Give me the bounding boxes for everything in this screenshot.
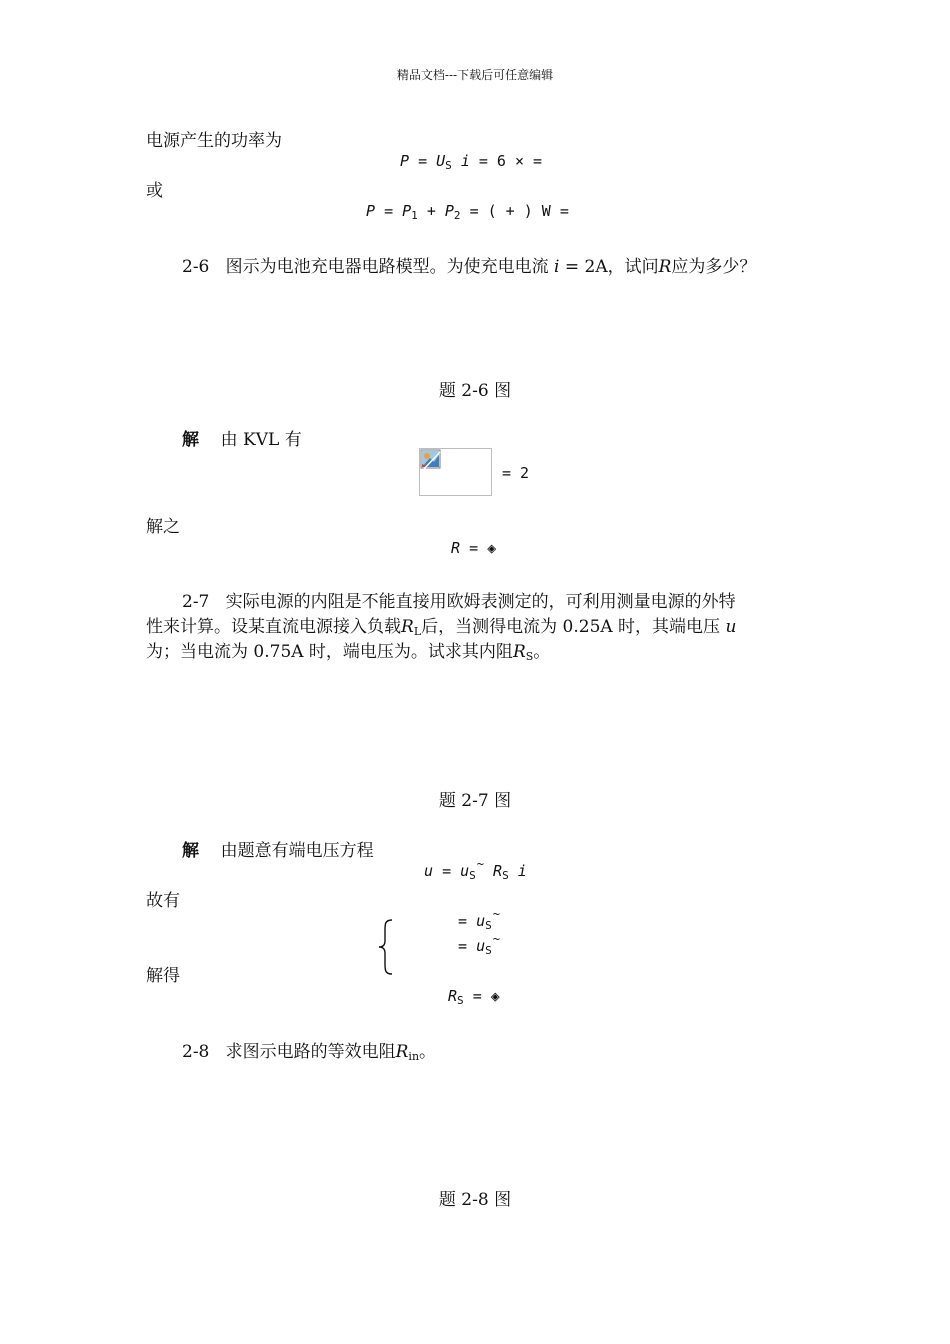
problem-text: 求图示电路的等效电阻 <box>225 1042 396 1062</box>
result-label: 解得 <box>146 966 180 986</box>
problem-text: 后，当测得电流为 0.25A 时，其端电压 <box>421 617 721 637</box>
eq-symbol: U <box>436 152 446 170</box>
figure-caption-2-7: 题 2-7 图 <box>438 791 512 811</box>
eq-symbol: + <box>426 202 436 220</box>
eq-tilde: ~ <box>476 857 485 871</box>
power-equation-1 <box>400 152 542 172</box>
problem-symbol: R <box>395 1042 409 1062</box>
eq-subscript: 2 <box>453 209 461 222</box>
problem-symbol: R <box>658 257 672 277</box>
problem-text: 性来计算。设某直流电源接入负载 <box>146 617 401 637</box>
figure-caption-2-6: 题 2-6 图 <box>438 381 512 401</box>
eq-symbol: = ( + ) W = <box>469 202 569 220</box>
eq-symbol: = ◈ <box>469 539 497 557</box>
eq-symbol: P <box>400 152 410 170</box>
problem-text: 。 <box>419 1042 437 1062</box>
system-equation-1 <box>458 907 500 932</box>
problem-subscript: in <box>408 1050 420 1063</box>
eq-symbol: = ◈ <box>472 987 500 1005</box>
problem-2-8 <box>182 1037 436 1063</box>
problem-2-6 <box>182 252 756 277</box>
problem-number: 2-8 <box>182 1042 210 1062</box>
eq-symbol: = <box>418 152 428 170</box>
problem-text: = 2A，试问 <box>564 257 659 277</box>
eq-subscript: S <box>485 919 492 932</box>
eq-symbol: u <box>460 862 470 880</box>
eq-symbol: u <box>476 912 486 930</box>
eq-symbol: u <box>424 862 434 880</box>
eq-symbol: = <box>384 202 394 220</box>
problem-symbol: R <box>401 617 414 637</box>
eq-symbol: i <box>460 152 470 170</box>
problem-text: 。 <box>533 642 551 662</box>
eq-symbol: R <box>451 539 461 557</box>
equation-system-brace <box>376 918 396 981</box>
power-label: 电源产生的功率为 <box>146 131 282 151</box>
or-label: 或 <box>146 181 163 201</box>
eq-subscript: S <box>469 869 476 882</box>
so-label: 故有 <box>146 891 180 911</box>
problem-subscript: S <box>525 650 534 663</box>
result-2-6 <box>451 539 496 557</box>
problem-text: 应为多少？ <box>671 257 757 277</box>
solution-2-7-intro <box>182 836 374 861</box>
eq-subscript: S <box>445 159 452 172</box>
eq-symbol: = <box>458 937 468 955</box>
solution-2-6-intro <box>182 425 302 450</box>
eq-symbol: = <box>458 912 468 930</box>
kvl-equation-rhs: = 2 <box>502 464 530 482</box>
solve-label: 解之 <box>146 517 180 537</box>
system-equation-2 <box>458 932 500 957</box>
problem-symbol: i <box>554 257 560 277</box>
eq-symbol: P <box>402 202 412 220</box>
eq-subscript: S <box>485 944 492 957</box>
eq-symbol: R <box>493 862 503 880</box>
eq-symbol: u <box>476 937 486 955</box>
problem-subscript: L <box>413 625 422 638</box>
problem-number: 2-6 <box>182 257 210 277</box>
solution-label: 解 <box>182 841 199 861</box>
terminal-voltage-equation <box>424 857 527 882</box>
problem-text: 为；当电流为 0.75A 时，端电压为。试求其内阻 <box>146 642 513 662</box>
problem-text: 实际电源的内阻是不能直接用欧姆表测定的，可利用测量电源的外特 <box>225 592 736 612</box>
problem-2-7-line-3 <box>146 637 550 663</box>
figure-caption-2-8: 题 2-8 图 <box>438 1190 512 1210</box>
eq-subscript: 1 <box>411 209 418 222</box>
eq-symbol: i <box>517 862 527 880</box>
eq-symbol: P <box>366 202 376 220</box>
eq-symbol: P <box>444 202 454 220</box>
eq-tilde: ~ <box>492 932 500 946</box>
page-header: 精品文档---下载后可任意编辑 <box>396 68 554 82</box>
problem-text: 图示为电池充电器电路模型。为使充电电流 <box>225 257 549 277</box>
problem-2-7-line-2 <box>146 612 736 638</box>
eq-subscript: S <box>457 994 464 1007</box>
eq-symbol: = 6 × = <box>478 152 543 170</box>
solution-label: 解 <box>182 430 199 450</box>
problem-symbol: R <box>512 642 526 662</box>
eq-symbol: R <box>448 987 458 1005</box>
problem-symbol: u <box>725 617 737 637</box>
broken-image-icon <box>419 448 492 496</box>
eq-tilde: ~ <box>492 907 500 921</box>
problem-number: 2-7 <box>182 592 210 612</box>
solution-text: 由题意有端电压方程 <box>220 841 374 861</box>
solution-text: 由 KVL 有 <box>220 430 302 450</box>
result-2-7 <box>448 987 500 1007</box>
power-equation-2 <box>366 202 569 222</box>
eq-symbol: = <box>442 862 452 880</box>
problem-2-7-line-1 <box>182 587 736 612</box>
eq-subscript: S <box>502 869 509 882</box>
